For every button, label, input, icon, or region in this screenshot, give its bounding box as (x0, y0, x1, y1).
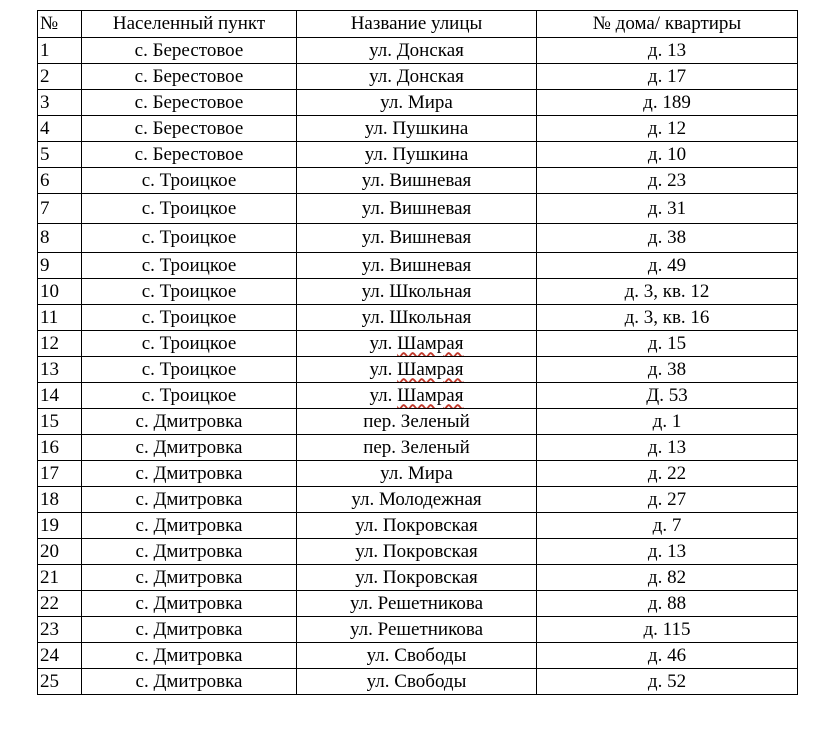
settlement-cell: с. Дмитровка (82, 461, 297, 487)
settlement-cell: с. Троицкое (82, 279, 297, 305)
table-row (38, 168, 798, 194)
address-table (37, 10, 798, 695)
house-cell: д. 13 (537, 435, 798, 461)
street-cell: ул. Решетникова (297, 591, 537, 617)
row-number: 4 (38, 116, 82, 142)
street-cell: ул. Решетникова (297, 617, 537, 643)
row-number: 13 (38, 357, 82, 383)
table-row (38, 539, 798, 565)
street-cell: ул. Свободы (297, 643, 537, 669)
column-header-house: № дома/ квартиры (537, 11, 798, 38)
row-number: 3 (38, 90, 82, 116)
street-cell (297, 357, 537, 383)
street-cell: ул. Покровская (297, 565, 537, 591)
table-row (38, 461, 798, 487)
house-cell: д. 189 (537, 90, 798, 116)
street-cell: ул. Покровская (297, 539, 537, 565)
house-cell: д. 15 (537, 331, 798, 357)
table-row (38, 409, 798, 435)
table-row (38, 90, 798, 116)
row-number: 7 (38, 194, 82, 224)
table-row (38, 357, 798, 383)
street-prefix: ул. (369, 358, 398, 380)
house-cell: д. 3, кв. 12 (537, 279, 798, 305)
settlement-cell: с. Дмитровка (82, 565, 297, 591)
row-number: 24 (38, 643, 82, 669)
settlement-cell: с. Троицкое (82, 305, 297, 331)
settlement-cell: с. Дмитровка (82, 513, 297, 539)
house-cell: д. 3, кв. 16 (537, 305, 798, 331)
table-row (38, 253, 798, 279)
settlement-cell: с. Берестовое (82, 116, 297, 142)
settlement-cell: с. Троицкое (82, 331, 297, 357)
street-cell: ул. Школьная (297, 279, 537, 305)
table-row (38, 435, 798, 461)
table-row (38, 331, 798, 357)
house-cell: д. 115 (537, 617, 798, 643)
table-row (38, 591, 798, 617)
row-number: 8 (38, 224, 82, 253)
street-cell: ул. Молодежная (297, 487, 537, 513)
house-cell: д. 7 (537, 513, 798, 539)
row-number: 6 (38, 168, 82, 194)
settlement-cell: с. Троицкое (82, 357, 297, 383)
table-row (38, 383, 798, 409)
street-cell: ул. Свободы (297, 669, 537, 695)
table-row (38, 38, 798, 64)
house-cell: д. 12 (537, 116, 798, 142)
house-cell: д. 49 (537, 253, 798, 279)
settlement-cell: с. Берестовое (82, 90, 297, 116)
row-number: 25 (38, 669, 82, 695)
settlement-cell: с. Троицкое (82, 168, 297, 194)
row-number: 21 (38, 565, 82, 591)
house-cell: д. 88 (537, 591, 798, 617)
house-cell: д. 46 (537, 643, 798, 669)
row-number: 2 (38, 64, 82, 90)
street-name-misspelled: Шамрая (397, 332, 464, 354)
house-cell: д. 23 (537, 168, 798, 194)
settlement-cell: с. Дмитровка (82, 487, 297, 513)
house-cell: д. 17 (537, 64, 798, 90)
street-cell: пер. Зеленый (297, 409, 537, 435)
street-cell (297, 331, 537, 357)
row-number: 22 (38, 591, 82, 617)
house-cell: д. 27 (537, 487, 798, 513)
street-cell: ул. Мира (297, 461, 537, 487)
street-prefix: ул. (369, 332, 398, 354)
row-number: 20 (38, 539, 82, 565)
row-number: 19 (38, 513, 82, 539)
settlement-cell: с. Берестовое (82, 38, 297, 64)
settlement-cell: с. Дмитровка (82, 643, 297, 669)
settlement-cell: с. Берестовое (82, 64, 297, 90)
settlement-cell: с. Дмитровка (82, 617, 297, 643)
house-cell: д. 82 (537, 565, 798, 591)
table-row (38, 194, 798, 224)
row-number: 16 (38, 435, 82, 461)
table-row (38, 565, 798, 591)
street-cell: ул. Пушкина (297, 142, 537, 168)
table-row (38, 279, 798, 305)
house-cell: д. 10 (537, 142, 798, 168)
row-number: 10 (38, 279, 82, 305)
column-header-street: Название улицы (297, 11, 537, 38)
table-row (38, 142, 798, 168)
settlement-cell: с. Берестовое (82, 142, 297, 168)
row-number: 1 (38, 38, 82, 64)
house-cell: д. 52 (537, 669, 798, 695)
settlement-cell: с. Троицкое (82, 253, 297, 279)
settlement-cell: с. Дмитровка (82, 669, 297, 695)
street-cell: пер. Зеленый (297, 435, 537, 461)
street-name-misspelled: Шамрая (397, 384, 464, 406)
row-number: 5 (38, 142, 82, 168)
settlement-cell: с. Троицкое (82, 383, 297, 409)
row-number: 9 (38, 253, 82, 279)
street-cell: ул. Мира (297, 90, 537, 116)
settlement-cell: с. Дмитровка (82, 539, 297, 565)
house-cell: д. 31 (537, 194, 798, 224)
house-cell: д. 1 (537, 409, 798, 435)
house-cell: д. 38 (537, 357, 798, 383)
settlement-cell: с. Дмитровка (82, 591, 297, 617)
row-number: 14 (38, 383, 82, 409)
row-number: 17 (38, 461, 82, 487)
row-number: 11 (38, 305, 82, 331)
row-number: 15 (38, 409, 82, 435)
column-header-settlement: Населенный пункт (82, 11, 297, 38)
house-cell: д. 38 (537, 224, 798, 253)
settlement-cell: с. Троицкое (82, 224, 297, 253)
settlement-cell: с. Троицкое (82, 194, 297, 224)
street-cell: ул. Вишневая (297, 168, 537, 194)
street-cell: ул. Вишневая (297, 224, 537, 253)
settlement-cell: с. Дмитровка (82, 409, 297, 435)
table-row (38, 513, 798, 539)
column-header-number: № (38, 11, 82, 38)
street-cell: ул. Пушкина (297, 116, 537, 142)
row-number: 18 (38, 487, 82, 513)
table-row (38, 487, 798, 513)
table-row (38, 669, 798, 695)
table-row (38, 116, 798, 142)
table-row (38, 224, 798, 253)
row-number: 23 (38, 617, 82, 643)
table-header-row (38, 11, 798, 38)
house-cell: д. 13 (537, 38, 798, 64)
street-name-misspelled: Шамрая (397, 358, 464, 380)
street-cell (297, 383, 537, 409)
table-row (38, 64, 798, 90)
house-cell: д. 22 (537, 461, 798, 487)
street-cell: ул. Вишневая (297, 253, 537, 279)
street-cell: ул. Вишневая (297, 194, 537, 224)
settlement-cell: с. Дмитровка (82, 435, 297, 461)
house-cell: Д. 53 (537, 383, 798, 409)
row-number: 12 (38, 331, 82, 357)
table-row (38, 305, 798, 331)
street-cell: ул. Донская (297, 38, 537, 64)
street-prefix: ул. (369, 384, 398, 406)
house-cell: д. 13 (537, 539, 798, 565)
street-cell: ул. Покровская (297, 513, 537, 539)
table-row (38, 617, 798, 643)
street-cell: ул. Школьная (297, 305, 537, 331)
table-row (38, 643, 798, 669)
street-cell: ул. Донская (297, 64, 537, 90)
